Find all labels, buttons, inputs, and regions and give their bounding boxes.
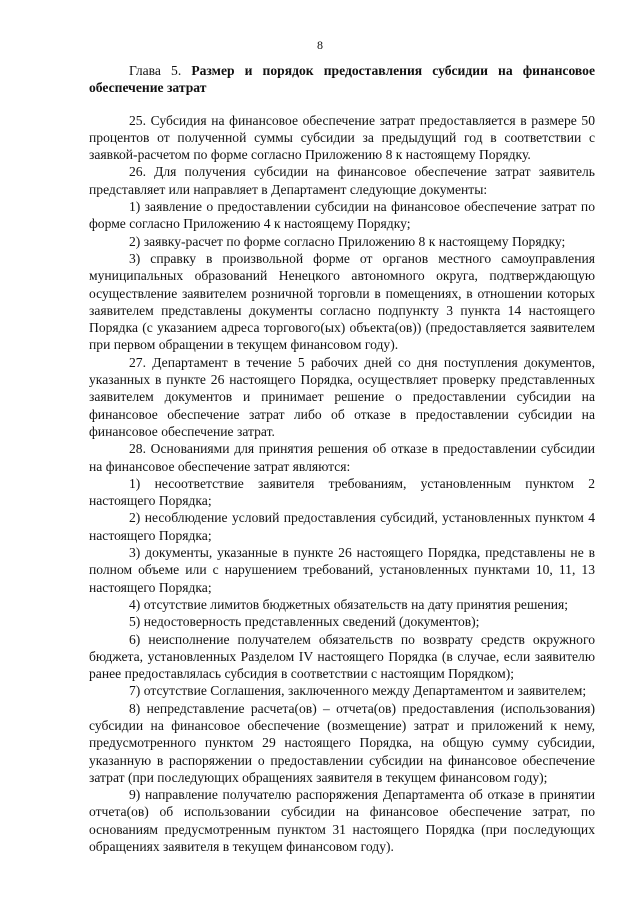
paragraph-28: 28. Основаниями для принятия решения об отказе в предоставлении субсидии на финансовое обеспечение затрат являются: <box>89 441 595 474</box>
paragraph-26: 26. Для получения субсидии на финансовое обеспечение затрат заявитель представляет или направляет в Департамент следующие документы: <box>89 164 595 197</box>
paragraph-28-item-4: 4) отсутствие лимитов бюджетных обязательств на дату принятия решения; <box>129 596 569 612</box>
paragraph-28-item-3: 3) документы, указанные в пункте 26 настоящего Порядка, представлены не в полном объеме или с нарушением требований, установленных пунктами 10, 11, 13 настоящего Порядка; <box>89 545 595 595</box>
paragraph-28-item-9: 9) направление получателю распоряжения Департамента об отказе в принятии отчета(ов) об использовании субсидии на финансовое обеспечение затрат, по основаниям предусмотренным пунктом 31 настоящего Порядка (при последующих обращениях заявителя в текущем финансовом году). <box>89 787 595 855</box>
chapter-heading-title: Размер и порядок предоставления субсидии на финансовое обеспечение затрат <box>89 63 595 96</box>
paragraph-28-item-6: 6) неисполнение получателем обязательств по возврату средств окружного бюджета, установленных Разделом IV настоящего Порядка (в случае, если заявителю ранее предоставлялась субсидия в соответствии с настоящим Порядком); <box>89 631 595 682</box>
paragraph-28-item-5: 5) недостоверность представленных сведений (документов); <box>129 614 480 630</box>
document-body <box>89 62 595 855</box>
chapter-heading-prefix: Глава 5. <box>129 63 182 78</box>
paragraph-25: 25. Субсидия на финансовое обеспечение затрат предоставляется в размере 50 процентов от полученной суммы субсидии за предыдущий год в соответствии с заявкой-расчетом по форме согласно Приложению 8 к настоящему Порядку. <box>89 112 595 163</box>
chapter-heading <box>89 62 595 97</box>
paragraph-27: 27. Департамент в течение 5 рабочих дней со дня поступления документов, указанных в пункте 26 настоящего Порядка, осуществляет проверку представленных заявителем документов и принимает решение о предоставлении субсидии на финансовое обеспечение затрат либо об отказе в предоставлении субсидии на финансовое обеспечение затрат. <box>89 354 595 439</box>
paragraph-28-item-7: 7) отсутствие Соглашения, заключенного между Департаментом и заявителем; <box>129 683 587 699</box>
paragraph-28-item-1: 1) несоответствие заявителя требованиям, установленным пунктом 2 настоящего Порядка; <box>89 475 595 509</box>
paragraph-28-item-2: 2) несоблюдение условий предоставления субсидий, установленных пунктом 4 настоящего Порядка; <box>89 510 595 543</box>
page-number: 8 <box>317 38 323 52</box>
paragraph-28-item-8: 8) непредставление расчета(ов) – отчета(ов) предоставления (использования) субсидии на финансовое обеспечение (возмещение) затрат и приложений к нему, предусмотренного пунктом 29 настоящего Порядка, на общую сумму субсидии, указанную в распоряжении о предоставлении субсидии на финансовое обеспечение затрат (при последующих обращениях заявителя в текущем финансовом году); <box>89 700 595 785</box>
paragraph-26-item-1: 1) заявление о предоставлении субсидии на финансовое обеспечение затрат по форме согласно Приложению 4 к настоящему Порядку; <box>89 199 595 232</box>
paragraph-26-item-3: 3) справку в произвольной форме от органов местного самоуправления муниципальных образований Ненецкого автономного округа, подтверждающую осуществление заявителем розничной торговли в помещениях, в отношении которых заявителем представлены документы согласно подпункту 3 пункта 14 настоящего Порядка (с указанием адреса торгового(ых) объекта(ов)) (предоставляется заявителем при первом обращении в текущем финансовом году). <box>89 250 595 353</box>
paragraph-26-item-2: 2) заявку-расчет по форме согласно Приложению 8 к настоящему Порядку; <box>129 233 566 249</box>
